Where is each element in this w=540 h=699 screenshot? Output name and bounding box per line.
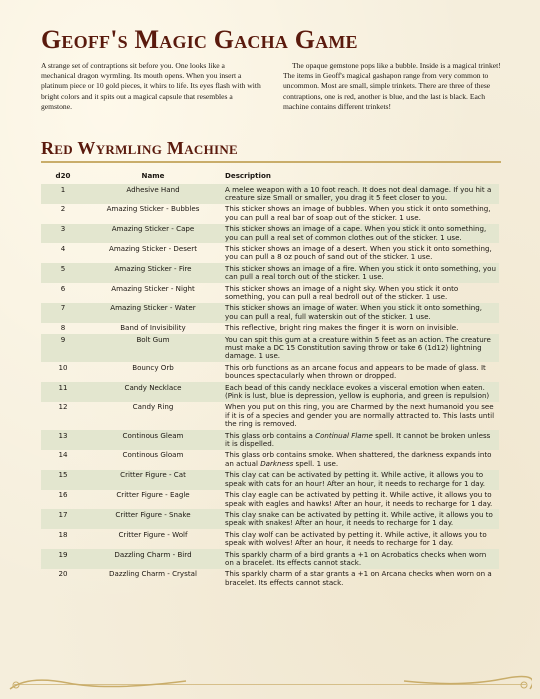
- spell-name: Continual Flame: [315, 430, 373, 440]
- spell-name: Darkness: [260, 458, 294, 468]
- table-row: [41, 490, 499, 510]
- table-body: [41, 184, 499, 589]
- table-row: [41, 382, 499, 402]
- item-description: This sticker shows an image of a desert. When you stick it onto something, you can pull a 8 oz pouch of sand out of the sticker. 1 use.: [225, 243, 492, 262]
- description-text: spell. It cannot be broken unless it is dispelled.: [225, 430, 491, 449]
- table-row: [41, 204, 499, 224]
- item-name: Amazing Sticker - Fire: [85, 263, 221, 283]
- item-description: This sticker shows an image of a night sky. When you stick it onto something, you can pull a real bedroll out of the sticker. 1 use.: [225, 283, 459, 301]
- item-name: Dazzling Charm - Bird: [85, 549, 221, 569]
- roll-value: 12: [58, 402, 68, 412]
- scroll-ornament-left: [8, 671, 188, 691]
- roll-value: 20: [58, 569, 68, 579]
- item-description: Each bead of this candy necklace evokes a visceral emotion when eaten. (Pink is lust, blue is depression, yellow is euphoria, and green is repulsion): [221, 382, 499, 402]
- table-row: [41, 509, 499, 529]
- table-row: [41, 224, 499, 244]
- item-description: This sparkly charm of a star grants a +1 on Arcana checks when worn on a bracelet. Its effects cannot stack.: [225, 569, 492, 587]
- roll-value: 17: [41, 509, 85, 529]
- item-name: Bouncy Orb: [132, 362, 174, 372]
- roll-value: 9: [41, 334, 85, 362]
- intro-paragraph-left: A strange set of contraptions sit before you. One looks like a mechanical dragon wyrmling. Its mouth opens. When you insert a platinum piece or 10 gold pieces, it whirs to life. Its eyes flash with with bright colors and it spits out a magical capsule that resembles a gemstone.: [41, 61, 261, 111]
- description-text: This glass orb contains a: [225, 430, 316, 440]
- table-row: [41, 283, 499, 303]
- roll-value: 19: [41, 549, 85, 569]
- section-heading: Red Wyrmling Machine: [41, 138, 239, 158]
- table-row: [41, 263, 499, 283]
- table-row: [41, 430, 499, 450]
- item-description: This clay snake can be activated by petting it. While active, it allows you to speak with snakes! After an hour, it needs to recharge for 1 day.: [221, 509, 499, 529]
- roll-value: 1: [41, 184, 85, 204]
- item-description: This clay wolf can be activated by petting it. While active, it allows you to speak with wolves! After an hour, it needs to recharge for 1 day.: [225, 529, 487, 548]
- item-name: Critter Figure - Wolf: [118, 529, 188, 539]
- item-name: Band of Invisibility: [120, 323, 186, 333]
- table-row: [41, 303, 499, 323]
- item-name: Amazing Sticker - Night: [111, 283, 195, 293]
- item-name: Amazing Sticker - Bubbles: [106, 204, 200, 214]
- item-name: Amazing Sticker - Water: [85, 303, 221, 323]
- scroll-ornament-right: [402, 671, 532, 691]
- item-name: Amazing Sticker - Cape: [85, 224, 221, 244]
- roll-value: 8: [60, 323, 66, 333]
- roll-value: 6: [60, 283, 66, 293]
- header-description: Description: [225, 171, 271, 181]
- roll-value: 15: [41, 470, 85, 490]
- table-row: [41, 450, 499, 470]
- item-name: Adhesive Hand: [85, 184, 221, 204]
- item-description: You can spit this gum at a creature within 5 feet as an action. The creature must make a DC 15 Constitution saving throw or take 6 (1d12) lightning damage. 1 use.: [221, 334, 499, 362]
- section-divider: [41, 161, 501, 163]
- roll-value: 4: [60, 243, 66, 253]
- description-text: spell. 1 use.: [293, 458, 339, 468]
- item-description: This clay eagle can be activated by petting it. While active, it allows you to speak with eagles and hawks! After an hour, it needs to recharge for 1 day.: [225, 490, 493, 508]
- item-name: Amazing Sticker - Desert: [108, 243, 197, 253]
- header-name: Name: [141, 171, 165, 181]
- roll-value: 18: [58, 529, 68, 539]
- item-name: Dazzling Charm - Crystal: [109, 569, 197, 579]
- item-description: This sparkly charm of a bird grants a +1 on Acrobatics checks when worn on a bracelet. Its effects cannot stack.: [221, 549, 499, 569]
- roll-value: 16: [58, 490, 68, 500]
- item-description: [221, 430, 499, 450]
- page-title: Geoff's Magic Gacha Game: [41, 25, 358, 54]
- table-row: [41, 529, 499, 549]
- item-name: Continous Gloam: [122, 450, 184, 460]
- item-description: This sticker shows an image of water. When you stick it onto something, you can pull a real, full waterskin out of the sticker. 1 use.: [221, 303, 499, 323]
- item-name: Critter Figure - Eagle: [116, 490, 190, 500]
- trinket-table: [41, 172, 499, 589]
- header-d20: d20: [55, 171, 71, 181]
- roll-value: 3: [41, 224, 85, 244]
- item-description: This sticker shows an image of a cape. When you stick it onto something, you can pull a real set of common clothes out of the sticker. 1 use.: [221, 224, 499, 244]
- item-description: This sticker shows an image of a fire. When you stick it onto something, you can pull a real torch out of the sticker. 1 use.: [221, 263, 499, 283]
- table-row: [41, 362, 499, 382]
- roll-value: 2: [60, 204, 66, 214]
- description-text: This glass orb contains smoke. When shattered, the darkness expands into an actual: [225, 450, 492, 468]
- item-description: This orb functions as an arcane focus and appears to be made of glass. It bounces spectacularly when thrown or dropped.: [225, 362, 486, 381]
- item-description: This sticker shows an image of bubbles. When you stick it onto something, you can pull a real bar of soap out of the sticker. 1 use.: [225, 204, 491, 222]
- item-description: This clay cat can be activated by petting it. While active, it allows you to speak with cats for an hour! After an hour, it needs to recharge for 1 day.: [221, 470, 499, 490]
- roll-value: 7: [41, 303, 85, 323]
- roll-value: 10: [58, 362, 68, 372]
- table-row: [41, 184, 499, 204]
- item-name: Continous Gleam: [85, 430, 221, 450]
- roll-value: 11: [41, 382, 85, 402]
- item-description: A melee weapon with a 10 foot reach. It does not deal damage. If you hit a creature size Small or smaller, you drag it 5 feet closer to you.: [221, 184, 499, 204]
- table-row: [41, 323, 499, 334]
- table-row: [41, 402, 499, 430]
- item-name: Candy Necklace: [85, 382, 221, 402]
- item-name: Critter Figure - Cat: [85, 470, 221, 490]
- item-description: [221, 450, 499, 470]
- item-name: Critter Figure - Snake: [85, 509, 221, 529]
- intro-paragraph-right: The opaque gemstone pops like a bubble. Inside is a magical trinket! The items in Geoff's magical gashapon range from very common to uncommon. Most are small, simple trinkets. There are three of these contraptions, one is red, another is blue, and the last is black. Each machine contains different trinkets!: [283, 61, 501, 111]
- table-row: [41, 549, 499, 569]
- table-header-row: [41, 172, 499, 184]
- roll-value: 5: [41, 263, 85, 283]
- item-description: When you put on this ring, you are Charmed by the next humanoid you see if it is of a species and gender you are normally attracted to. This lasts until the ring is removed.: [225, 402, 495, 429]
- item-description: This reflective, bright ring makes the finger it is worn on invisible.: [225, 323, 459, 333]
- item-name: Candy Ring: [132, 402, 174, 412]
- table-row: [41, 569, 499, 589]
- roll-value: 13: [41, 430, 85, 450]
- table-row: [41, 334, 499, 362]
- roll-value: 14: [58, 450, 68, 460]
- table-row: [41, 470, 499, 490]
- item-name: Bolt Gum: [85, 334, 221, 362]
- table-row: [41, 243, 499, 263]
